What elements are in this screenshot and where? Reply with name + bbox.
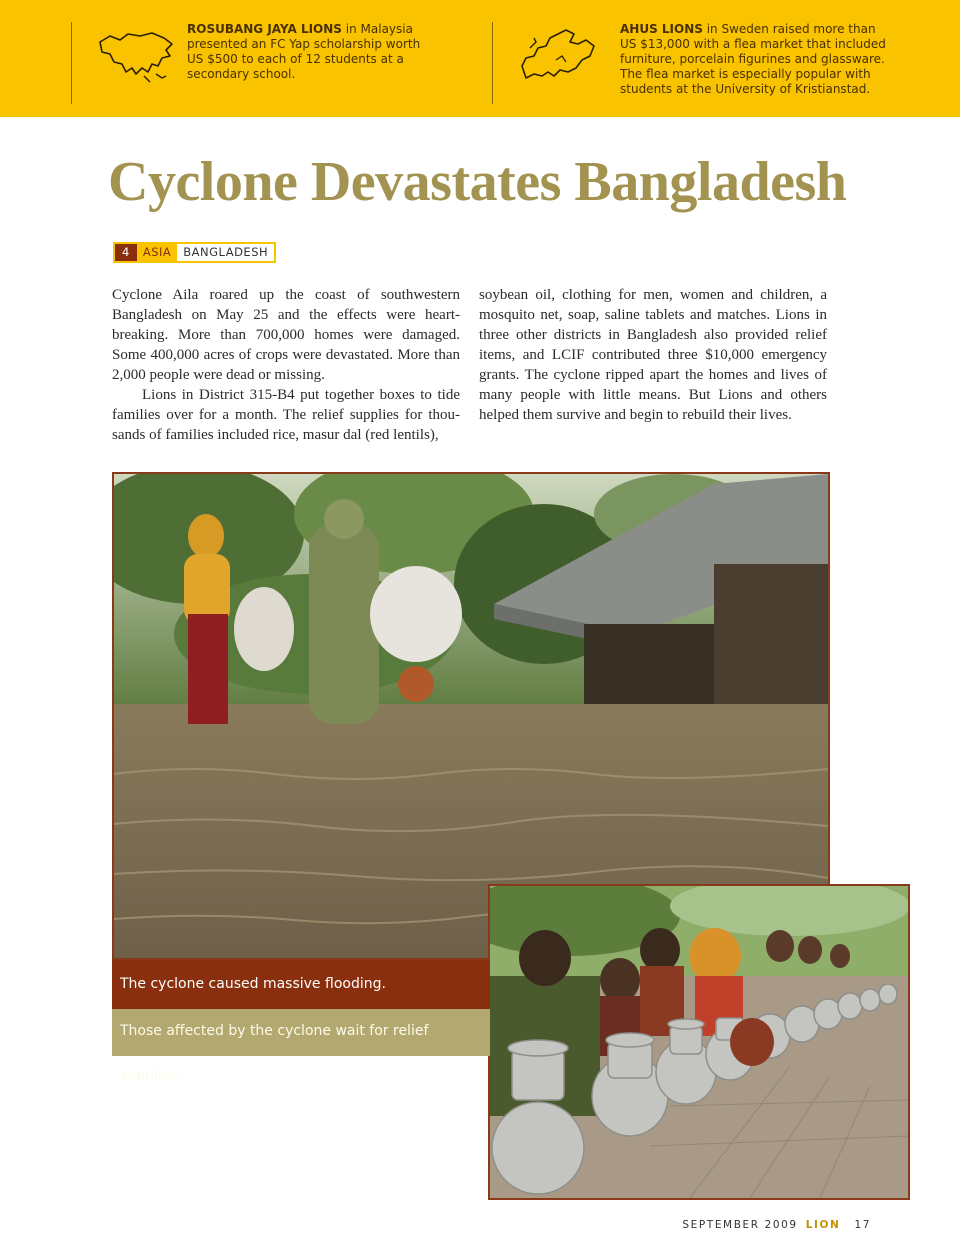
news-note-sweden: [620, 22, 890, 97]
region-name: ASIA: [137, 244, 177, 261]
top-news-band: [0, 0, 960, 117]
article-column-2: [479, 285, 827, 425]
note-lead: ROSUBANG JAYA LIONS: [187, 22, 342, 36]
note-text: in Sweden raised more than US $13,000 with a flea market that included furniture, porcelain figurines and glassware. The flea market is especially popular with students at the University of Kristianstad.: [620, 22, 886, 96]
asia-map-icon: [96, 28, 176, 84]
article-headline: Cyclone Devastates Bangladesh: [108, 151, 847, 213]
page-number: 17: [854, 1219, 871, 1231]
note-text: in Malaysia presented an FC Yap scholarship worth US $500 to each of 12 students at a secondary school.: [187, 22, 421, 81]
region-number: 4: [115, 244, 137, 261]
issue-date: SEPTEMBER 2009: [682, 1219, 798, 1231]
page-footer: [682, 1219, 871, 1231]
news-note-malaysia: [187, 22, 427, 82]
paragraph: Lions in District 315-B4 put together boxes to tide families over for a month. The relief supplies for thou-sands of families included rice, masur dal (red lentils),: [112, 387, 460, 443]
article-column-1: [112, 285, 460, 445]
magazine-brand: LION: [805, 1219, 841, 1231]
divider: [492, 22, 493, 104]
relief-caption: Those affected by the cyclone wait for relief supplies.: [112, 1009, 490, 1056]
divider: [71, 22, 72, 104]
country-name: BANGLADESH: [177, 244, 274, 261]
europe-map-icon: [516, 26, 598, 84]
note-lead: AHUS LIONS: [620, 22, 703, 36]
paragraph: soybean oil, clothing for men, women and children, a mosquito net, soap, saline tablets and matches. Lions in three other districts in Bangladesh also provided relief items, and LCIF contributed three $10,000 emergency grants. The cyclone ripped apart the homes and lives of many people with little means. But Lions and others helped them survive and begin to rebuild their lives.: [479, 287, 827, 423]
paragraph: Cyclone Aila roared up the coast of southwestern Bangladesh on May 25 and the effects were heart-breaking. More than 700,000 homes were damaged. Some 400,000 acres of crops were devastated. More than 2,000 people were dead or missing.: [112, 287, 460, 383]
relief-queue-photo: [488, 884, 910, 1200]
flood-caption: The cyclone caused massive flooding.: [112, 960, 490, 1009]
region-tag: [113, 242, 276, 263]
